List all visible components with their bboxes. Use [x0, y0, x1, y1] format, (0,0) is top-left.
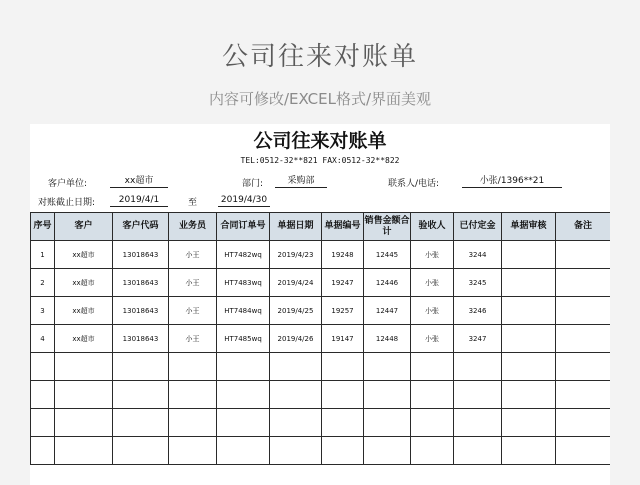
table-cell[interactable] [322, 353, 364, 381]
table-cell[interactable] [454, 381, 502, 409]
contact-label: 联系人/电话: [388, 179, 440, 189]
table-cell[interactable] [31, 353, 55, 381]
table-row [31, 381, 611, 409]
date-to-value: 2019/4/30 [218, 194, 270, 207]
tel-fax-line: TEL:0512-32**821 FAX:0512-32**822 [240, 156, 400, 165]
table-cell[interactable]: xx超市 [55, 325, 113, 353]
table-header-row [31, 213, 611, 241]
table-cell[interactable] [411, 409, 454, 437]
column-header: 单据日期 [270, 213, 322, 241]
table-cell[interactable] [556, 437, 611, 465]
table-cell[interactable] [55, 409, 113, 437]
table-row [31, 297, 611, 325]
column-header: 业务员 [169, 213, 217, 241]
table-cell[interactable] [556, 381, 611, 409]
department-value: 采购部 [275, 175, 327, 188]
table-cell[interactable]: 12448 [364, 325, 411, 353]
table-cell[interactable]: 2 [31, 269, 55, 297]
table-cell[interactable] [31, 409, 55, 437]
table-cell[interactable]: 小张 [411, 269, 454, 297]
table-cell[interactable]: 小王 [169, 325, 217, 353]
table-cell[interactable]: xx超市 [55, 241, 113, 269]
table-cell[interactable]: 19248 [322, 241, 364, 269]
column-header: 客户 [55, 213, 113, 241]
table-cell[interactable] [364, 353, 411, 381]
table-cell[interactable]: 12445 [364, 241, 411, 269]
table-cell[interactable]: HT7483wq [217, 269, 270, 297]
statement-sheet [30, 124, 610, 485]
table-cell[interactable]: 2019/4/25 [270, 297, 322, 325]
table-cell[interactable] [322, 381, 364, 409]
table-cell[interactable] [411, 437, 454, 465]
table-cell[interactable] [556, 241, 611, 269]
column-header: 序号 [31, 213, 55, 241]
table-cell[interactable]: HT7482wq [217, 241, 270, 269]
table-cell[interactable] [454, 353, 502, 381]
table-row [31, 409, 611, 437]
table-cell[interactable] [113, 353, 169, 381]
table-cell[interactable] [270, 437, 322, 465]
table-row [31, 353, 611, 381]
table-cell[interactable]: 12447 [364, 297, 411, 325]
table-cell[interactable]: 13018643 [113, 297, 169, 325]
table-cell[interactable] [113, 437, 169, 465]
table-cell[interactable] [364, 381, 411, 409]
table-cell[interactable] [113, 409, 169, 437]
table-row [31, 241, 611, 269]
column-header: 单据审核 [502, 213, 556, 241]
table-row [31, 325, 611, 353]
table-cell[interactable] [169, 381, 217, 409]
table-cell[interactable] [556, 409, 611, 437]
column-header: 验收人 [411, 213, 454, 241]
table-cell[interactable] [55, 381, 113, 409]
table-cell[interactable]: 2019/4/23 [270, 241, 322, 269]
date-from-value: 2019/4/1 [110, 194, 168, 207]
table-cell[interactable]: HT7484wq [217, 297, 270, 325]
table-cell[interactable]: 13018643 [113, 325, 169, 353]
table-cell[interactable] [556, 269, 611, 297]
hero-title: 公司往来对账单 [221, 42, 418, 72]
table-cell[interactable]: 小张 [411, 297, 454, 325]
table-cell[interactable]: HT7485wq [217, 325, 270, 353]
table-cell[interactable]: 小张 [411, 325, 454, 353]
table-cell[interactable]: 13018643 [113, 269, 169, 297]
table-cell[interactable]: 3245 [454, 269, 502, 297]
table-cell[interactable] [31, 437, 55, 465]
cutoff-date-label: 对账截止日期: [38, 198, 96, 208]
document-title: 公司往来对账单 [253, 130, 387, 152]
table-cell[interactable] [364, 437, 411, 465]
table-cell[interactable] [364, 409, 411, 437]
table-cell[interactable]: 小王 [169, 241, 217, 269]
table-cell[interactable]: xx超市 [55, 297, 113, 325]
column-header: 单据编号 [322, 213, 364, 241]
table-cell[interactable]: 小王 [169, 297, 217, 325]
table-cell[interactable] [169, 409, 217, 437]
table-cell[interactable]: 小王 [169, 269, 217, 297]
column-header: 合同订单号 [217, 213, 270, 241]
table-cell[interactable]: 3244 [454, 241, 502, 269]
table-cell[interactable] [270, 353, 322, 381]
table-cell[interactable] [454, 409, 502, 437]
table-cell[interactable] [556, 325, 611, 353]
table-cell[interactable] [502, 297, 556, 325]
table-cell[interactable]: 13018643 [113, 241, 169, 269]
column-header: 已付定金 [454, 213, 502, 241]
table-cell[interactable] [411, 353, 454, 381]
department-label: 部门: [242, 179, 264, 189]
table-cell[interactable] [556, 353, 611, 381]
table-cell[interactable] [217, 353, 270, 381]
table-cell[interactable] [55, 353, 113, 381]
table-cell[interactable] [31, 381, 55, 409]
hero-subtitle: 内容可修改/EXCEL格式/界面美观 [208, 90, 432, 108]
table-cell[interactable]: 小张 [411, 241, 454, 269]
table-cell[interactable]: 3246 [454, 297, 502, 325]
table-cell[interactable] [217, 409, 270, 437]
table-row [31, 437, 611, 465]
table-cell[interactable] [169, 353, 217, 381]
table-cell[interactable] [502, 241, 556, 269]
customer-value: xx超市 [110, 175, 168, 188]
table-cell[interactable] [411, 381, 454, 409]
table-cell[interactable] [502, 409, 556, 437]
table-cell[interactable]: 1 [31, 241, 55, 269]
table-cell[interactable] [217, 437, 270, 465]
column-header: 备注 [556, 213, 611, 241]
statement-table [30, 212, 610, 465]
table-cell[interactable]: 19257 [322, 297, 364, 325]
contact-value: 小张/1396**21 [462, 175, 562, 188]
table-cell[interactable]: 4 [31, 325, 55, 353]
table-cell[interactable] [502, 381, 556, 409]
table-row [31, 269, 611, 297]
table-cell[interactable] [113, 381, 169, 409]
column-header: 销售金额合计 [364, 213, 411, 241]
table-cell[interactable] [502, 325, 556, 353]
table-cell[interactable] [556, 297, 611, 325]
table-cell[interactable] [169, 437, 217, 465]
table-cell[interactable] [454, 437, 502, 465]
table-cell[interactable]: 19247 [322, 269, 364, 297]
table-cell[interactable] [55, 437, 113, 465]
table-cell[interactable] [502, 353, 556, 381]
column-header: 客户代码 [113, 213, 169, 241]
table-cell[interactable]: xx超市 [55, 269, 113, 297]
table-cell[interactable] [502, 269, 556, 297]
table-cell[interactable] [270, 409, 322, 437]
customer-label: 客户单位: [48, 179, 88, 189]
table-cell[interactable] [270, 381, 322, 409]
table-cell[interactable]: 2019/4/26 [270, 325, 322, 353]
table-cell[interactable]: 3 [31, 297, 55, 325]
table-cell[interactable] [502, 437, 556, 465]
table-cell[interactable] [322, 437, 364, 465]
date-to-label: 至 [188, 198, 198, 208]
table-cell[interactable] [322, 409, 364, 437]
table-cell[interactable]: 19147 [322, 325, 364, 353]
table-cell[interactable]: 2019/4/24 [270, 269, 322, 297]
table-cell[interactable] [217, 381, 270, 409]
table-cell[interactable]: 12446 [364, 269, 411, 297]
table-cell[interactable]: 3247 [454, 325, 502, 353]
